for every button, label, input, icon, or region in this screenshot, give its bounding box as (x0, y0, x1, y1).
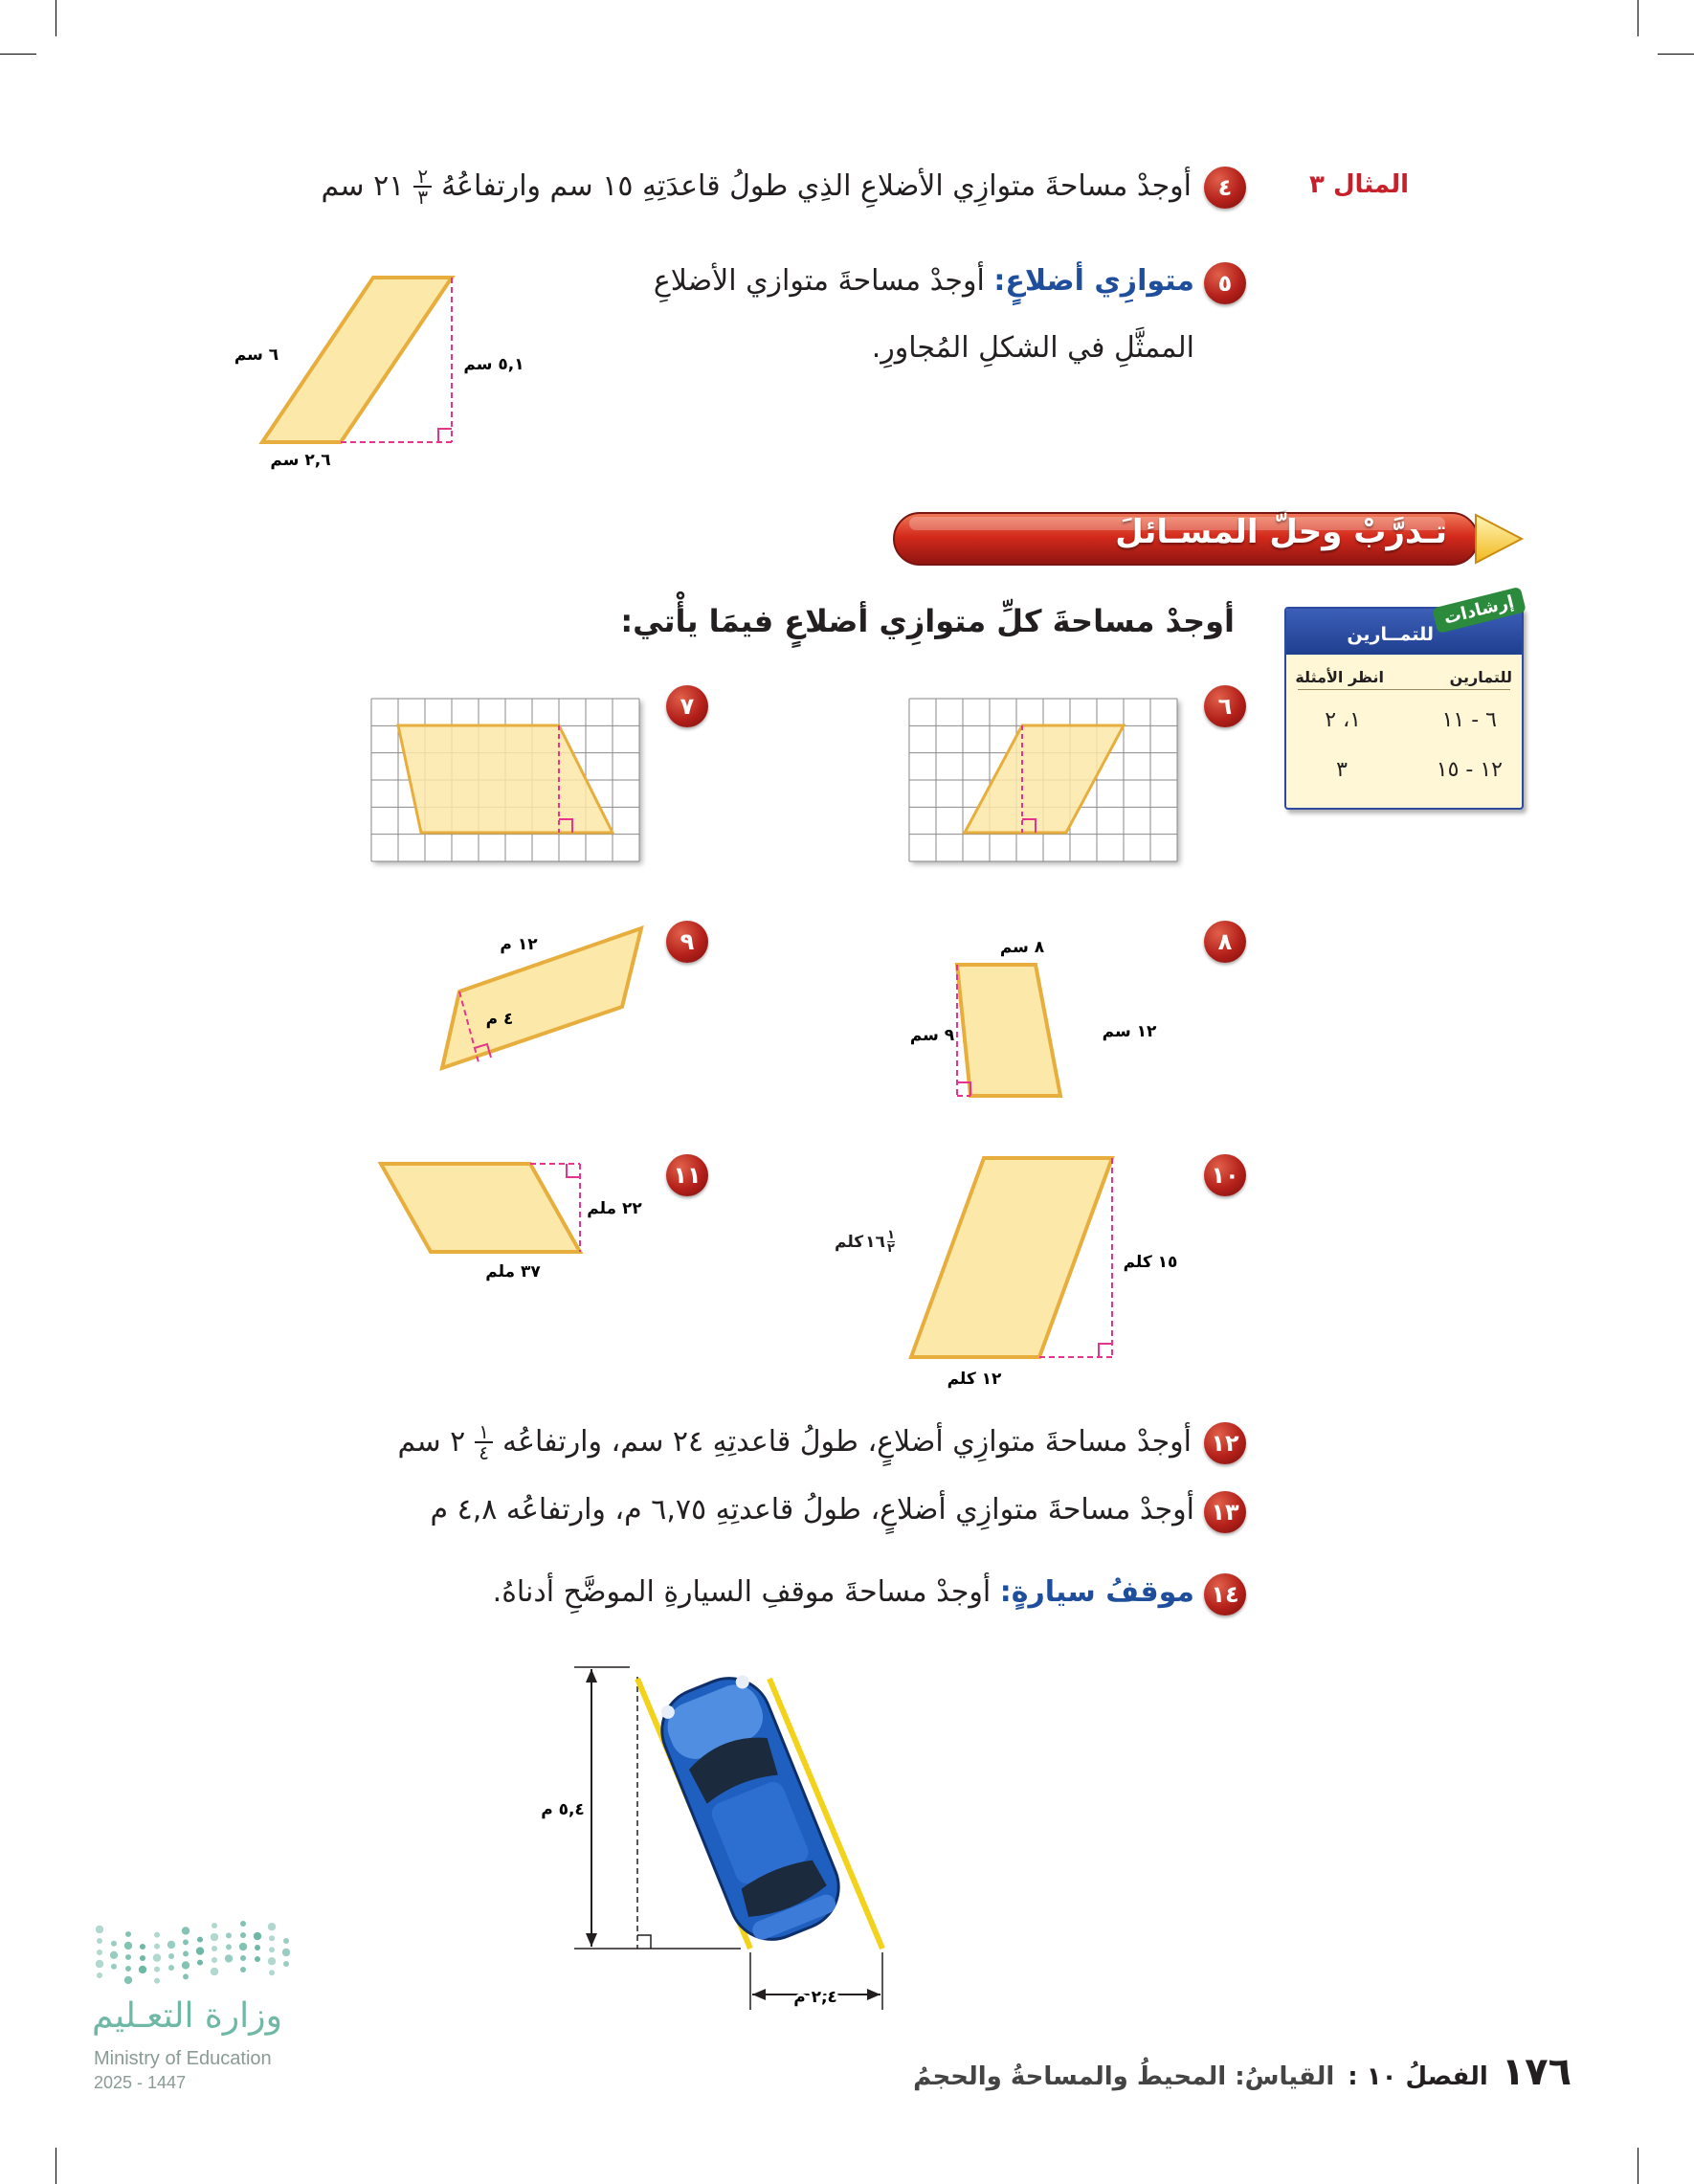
top-label: ١٢ م (500, 935, 538, 954)
logo-dot (211, 1968, 218, 1975)
exercise-10-figure (823, 1139, 1187, 1397)
fraction: ٢ ٣ (413, 167, 432, 207)
logo-dot (212, 1946, 217, 1951)
question-4 (321, 165, 1192, 209)
instruction-text: أوجدْ مساحةَ كلِّ متوازِي أضلاعٍ فيمَا يأْتي: (620, 603, 1235, 639)
exercise-8-badge: ٨ (1204, 921, 1246, 963)
bottom-label: ٣٧ ملم (485, 1262, 541, 1281)
parking-figure (536, 1656, 919, 2039)
question-12: أوجدْ مساحةَ متوازِي أضلاعٍ، طولُ قاعدتِهِ ٢٤ سم، وارتفاعُه ١ ٤ ٢ سم (397, 1420, 1192, 1464)
parking-height-label: ٥,٤ م (541, 1800, 585, 1819)
right-angle-mark (438, 429, 452, 442)
exercise-7-badge: ٧ (666, 685, 708, 727)
logo-dot (226, 1932, 232, 1938)
banner-arrow-icon (1476, 515, 1522, 563)
logo-dot (283, 1938, 289, 1944)
offset-label: ٢,٦ سم (270, 451, 331, 470)
logo-dot (154, 1944, 160, 1950)
exercise-8-figure (900, 933, 1187, 1105)
logo-dot (268, 1923, 276, 1930)
logo-dot (226, 1944, 232, 1950)
height-label: ٥,١ سم (463, 355, 524, 374)
chapter-label: الفصلُ ١٠ : (1348, 2062, 1488, 2091)
question-14-badge: ١٤ (1204, 1573, 1246, 1616)
logo-dot (255, 1956, 260, 1962)
logo-dot (269, 1947, 275, 1952)
left-label: ٩ سم (909, 1026, 955, 1045)
ministry-logo-icon (92, 1916, 302, 1993)
logo-dot (97, 1950, 102, 1955)
footer (913, 2050, 1571, 2094)
logo-dot (154, 1967, 160, 1972)
exercise-10-badge: ١٠ (1204, 1154, 1246, 1196)
hint-col1: للتمارين (1449, 668, 1512, 686)
top-label: ٨ سم (999, 938, 1045, 957)
question-12-badge: ١٢ (1204, 1422, 1246, 1464)
logo-dot (125, 1931, 131, 1937)
logo-dot (96, 1960, 103, 1968)
exercise-11-badge: ١١ (666, 1154, 708, 1196)
logo-dot (255, 1945, 260, 1950)
logo-dot (268, 1957, 276, 1965)
hint-row2-examples: ٣ (1336, 758, 1348, 782)
section-title: تـدرَّبْ وحلَّ المسـائلَ (1115, 513, 1447, 551)
chapter-title: القياسُ: المحيطُ والمساحةُ والحجمُ (913, 2062, 1335, 2091)
logo-dot (182, 1961, 189, 1969)
arrow-left-icon (752, 1989, 766, 2000)
logo-dot (97, 1938, 102, 1944)
side-label: ١٥ كلم (1123, 1253, 1178, 1272)
question-4-text: أوجدْ مساحةَ متوازِي الأضلاعِ الذِي طولُ قاعدَتِهِ ١٥ سم وارتفاعُهُ (441, 169, 1192, 203)
question-4-badge: ٤ (1204, 167, 1246, 209)
fraction: ١ ٤ (475, 1422, 493, 1462)
logo-dot (197, 1960, 203, 1966)
logo-dot (110, 1951, 118, 1959)
logo-dot (282, 1949, 290, 1956)
height-label: ٢٢ ملم (587, 1199, 642, 1218)
logo-dot (139, 1966, 146, 1973)
logo-dot (140, 1955, 145, 1961)
logo-dot (212, 1957, 217, 1963)
logo-dot (240, 1921, 246, 1927)
hint-row1-examples: ١، ٢ (1325, 708, 1361, 732)
crop-mark (0, 54, 36, 55)
logo-dot (239, 1943, 247, 1950)
question-4-tail: ٢١ سم (321, 169, 405, 203)
right-label: ١٢ سم (1102, 1022, 1157, 1041)
logo-dot (168, 1965, 174, 1971)
question-5-line1: متوازِي أضلاعٍ: أوجدْ مساحةَ متوازي الأضلاعِ (653, 264, 1194, 298)
logo-dot (269, 1935, 275, 1941)
logo-dot (182, 1927, 189, 1934)
parallelogram-shape (911, 1158, 1112, 1357)
logo-dot (111, 1941, 117, 1947)
exercise-10-mixed-label: ١ ٢ ١٦ كلم (835, 1228, 895, 1256)
logo-dot (140, 1944, 145, 1950)
logo-dot (97, 1972, 102, 1978)
logo-dot (168, 1953, 174, 1959)
question-5-badge: ٥ (1204, 262, 1246, 304)
parallelogram-shape (957, 965, 1060, 1096)
exercise-6-badge: ٦ (1204, 685, 1246, 727)
parallelogram-shape (262, 278, 452, 442)
question-13: أوجدْ مساحةَ متوازِي أضلاعٍ، طولُ قاعدتِهِ ٦,٧٥ م، وارتفاعُه ٤,٨ م (430, 1493, 1194, 1527)
logo-dot (183, 1950, 189, 1956)
side-label: ٦ سم (234, 345, 279, 365)
question-5-line2: الممثَّلِ في الشكلِ المُجاورِ. (871, 331, 1194, 365)
logo-dot (154, 1932, 160, 1938)
logo-dot (196, 1947, 204, 1954)
logo-dot (124, 1976, 132, 1984)
logo-dot (225, 1954, 233, 1962)
logo-dot (240, 1955, 246, 1961)
logo-dot (125, 1966, 131, 1972)
bottom-label: ١٢ كلم (947, 1370, 1002, 1389)
arrow-down-icon (586, 1933, 597, 1947)
hint-box (1284, 607, 1524, 810)
question-13-badge: ١٣ (1204, 1491, 1246, 1533)
logo-dot (240, 1967, 246, 1972)
ministry-english: Ministry of Education (94, 2048, 272, 2069)
exercise-11-figure (364, 1148, 670, 1292)
exercise-7-grid-figure (368, 695, 645, 865)
arrow-right-icon (867, 1989, 880, 2000)
right-angle-mark (637, 1935, 651, 1949)
logo-dot (153, 1953, 161, 1961)
exercise-9-badge: ٩ (666, 921, 708, 963)
exercise-6-grid-figure (905, 695, 1183, 865)
logo-dot (283, 1961, 289, 1967)
fraction: ١ ٢ (886, 1228, 895, 1256)
exercise-9-figure (425, 917, 655, 1080)
figure-5-parallelogram (234, 258, 546, 479)
logo-dot (167, 1941, 175, 1949)
hint-title: للتمــارين (1347, 624, 1434, 645)
hint-col2: انظر الأمثلة (1295, 668, 1384, 686)
logo-dot (211, 1933, 218, 1941)
logo-dot (124, 1942, 132, 1950)
page-number: ١٧٦ (1501, 2050, 1571, 2094)
right-angle-mark (567, 1164, 580, 1177)
height-label: ٤ م (485, 1010, 514, 1029)
parking-width-label: ٢,٤ م (793, 1988, 837, 2007)
logo-dot (183, 1939, 189, 1945)
ministry-year: 2025 - 1447 (94, 2073, 187, 2092)
logo-dot (111, 1964, 117, 1970)
logo-dot (240, 1932, 246, 1938)
example-ref: المثال ٣ (1309, 170, 1409, 199)
logo-dot (269, 1970, 275, 1975)
logo-dot (125, 1954, 131, 1960)
logo-dot (96, 1926, 103, 1933)
logo-dot (254, 1932, 261, 1940)
arrow-up-icon (586, 1669, 597, 1683)
right-angle-mark (1099, 1344, 1112, 1357)
hint-row2-range: ١٢ - ١٥ (1436, 758, 1503, 782)
logo-dot (154, 1978, 160, 1984)
parallelogram-shape (381, 1164, 580, 1252)
hint-badge: إرشادات (1432, 587, 1526, 634)
logo-dot (183, 1973, 189, 1979)
crop-mark (1658, 54, 1694, 55)
logo-dot (197, 1937, 203, 1943)
logo-dot (212, 1923, 217, 1928)
parallelogram-shape (442, 928, 641, 1068)
question-14: موقفُ سيارةٍ: أوجدْ مساحةَ موقفِ السيارةِ الموضَّحِ أدناهُ. (492, 1575, 1194, 1609)
ministry-arabic: وزارة التعـليم (92, 1996, 282, 2036)
hint-row1-range: ٦ - ١١ (1441, 708, 1497, 732)
